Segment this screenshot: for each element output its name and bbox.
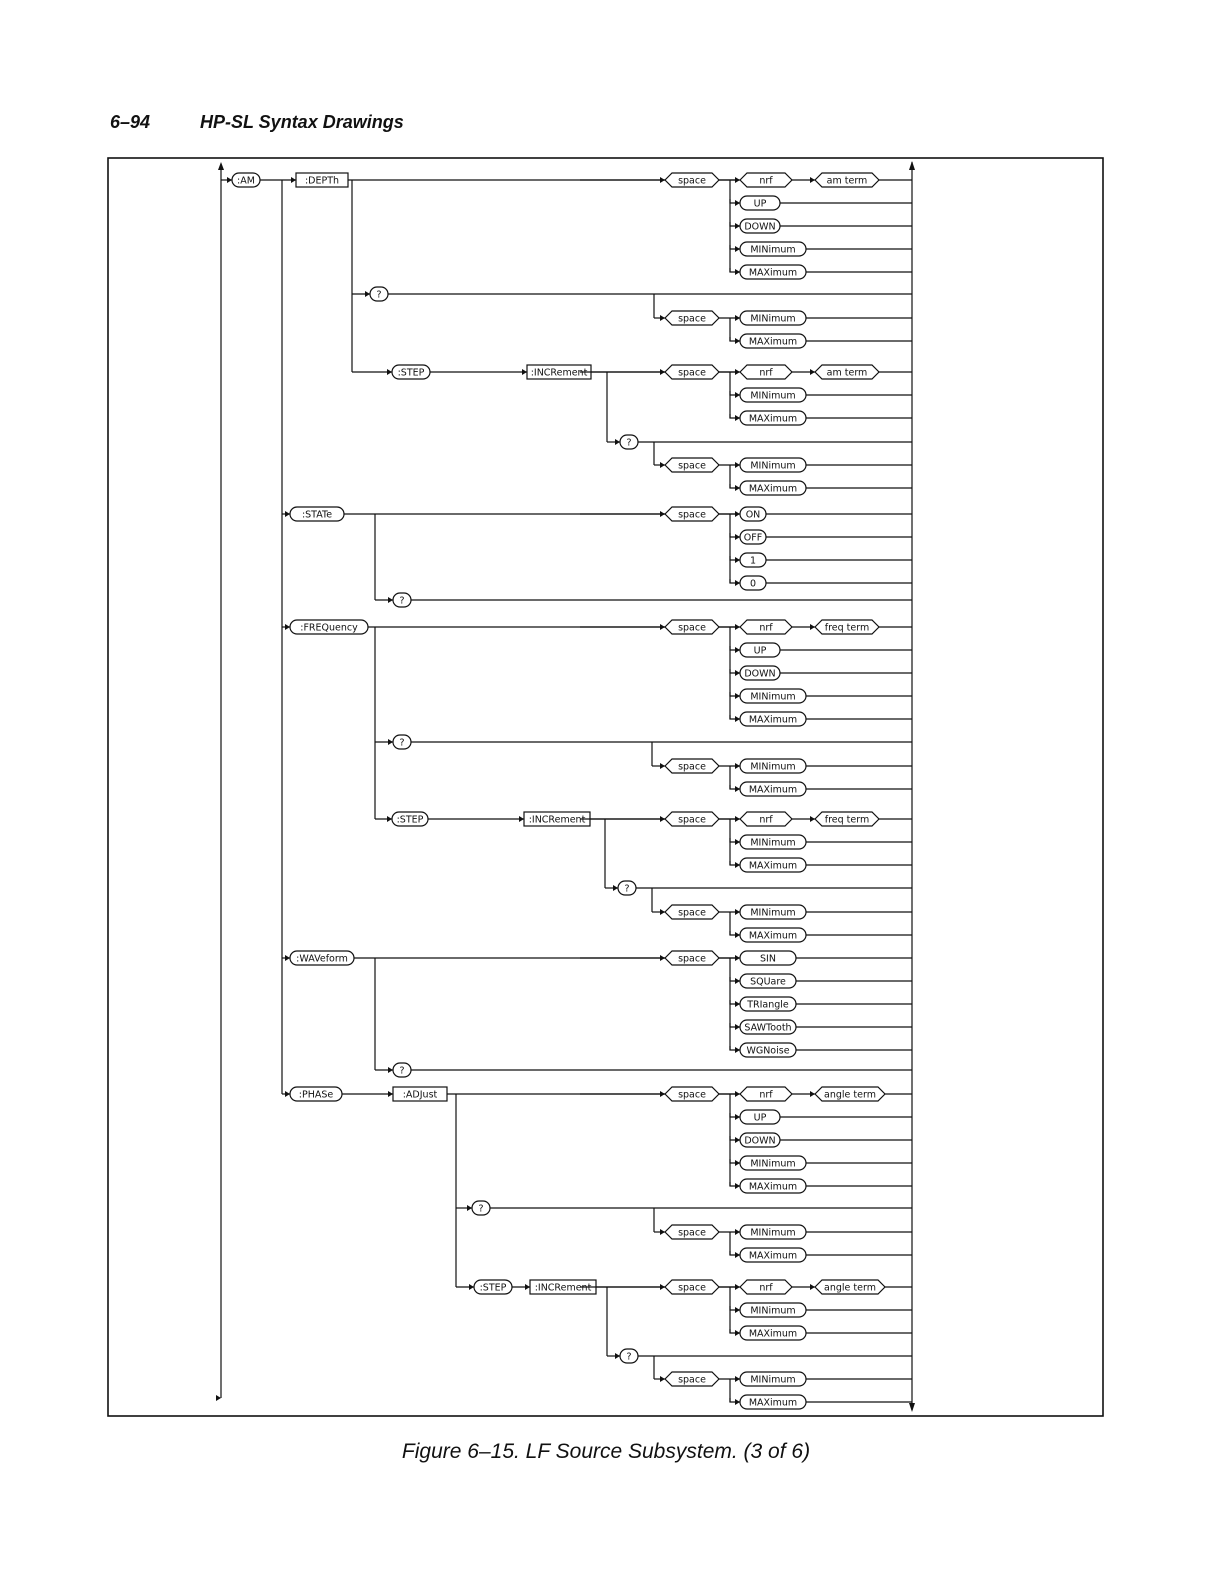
phase-increment-label: :INCRement bbox=[534, 1282, 592, 1294]
space-label: space bbox=[678, 907, 706, 919]
am-label: :AM bbox=[237, 175, 255, 187]
frequency-increment-query-label: ? bbox=[624, 883, 630, 895]
space-label: space bbox=[678, 367, 706, 379]
space-label: space bbox=[678, 509, 706, 521]
space-label: space bbox=[678, 761, 706, 773]
on-label: ON bbox=[745, 509, 761, 521]
am-term-label: am term bbox=[826, 175, 868, 187]
depth-query-label: ? bbox=[376, 289, 382, 301]
depth-step-label: :STEP bbox=[397, 367, 425, 379]
phase-label: :PHASe bbox=[298, 1089, 334, 1101]
frequency-step-label: :STEP bbox=[396, 814, 424, 826]
phase-step-label: :STEP bbox=[479, 1282, 507, 1294]
minimum-label: MINimum bbox=[750, 837, 796, 849]
minimum-label: MINimum bbox=[750, 1227, 796, 1239]
am-term-label: am term bbox=[826, 367, 868, 379]
space-label: space bbox=[678, 460, 706, 472]
state-query-label: ? bbox=[399, 595, 405, 607]
space-label: space bbox=[678, 313, 706, 325]
0-label: 0 bbox=[749, 578, 757, 590]
maximum-label: MAXimum bbox=[748, 336, 798, 348]
minimum-label: MINimum bbox=[750, 1374, 796, 1386]
maximum-label: MAXimum bbox=[748, 714, 798, 726]
page-header-title: HP-SL Syntax Drawings bbox=[200, 112, 404, 132]
maximum-label: MAXimum bbox=[748, 267, 798, 279]
adjust-query-label: ? bbox=[478, 1203, 484, 1215]
nrf-label: nrf bbox=[759, 175, 773, 187]
maximum-label: MAXimum bbox=[748, 1397, 798, 1409]
up-label: UP bbox=[753, 1112, 767, 1124]
freq-term-label: freq term bbox=[824, 814, 870, 826]
minimum-label: MINimum bbox=[750, 460, 796, 472]
frequency-increment-label: :INCRement bbox=[528, 814, 586, 826]
adjust-label: :ADJust bbox=[402, 1089, 438, 1101]
square-label: SQUare bbox=[750, 976, 786, 988]
increment-query-label: ? bbox=[626, 437, 632, 449]
page-number: 6–94 bbox=[110, 112, 151, 132]
nrf-label: nrf bbox=[759, 622, 773, 634]
sin-label: SIN bbox=[760, 953, 776, 965]
phase-increment-query-label: ? bbox=[626, 1351, 632, 1363]
down-label: DOWN bbox=[744, 1135, 776, 1147]
off-label: OFF bbox=[743, 532, 763, 544]
maximum-label: MAXimum bbox=[748, 483, 798, 495]
minimum-label: MINimum bbox=[750, 1158, 796, 1170]
maximum-label: MAXimum bbox=[748, 1328, 798, 1340]
minimum-label: MINimum bbox=[750, 1305, 796, 1317]
space-label: space bbox=[678, 1282, 706, 1294]
maximum-label: MAXimum bbox=[748, 1250, 798, 1262]
1-label: 1 bbox=[749, 555, 757, 567]
frequency-query-label: ? bbox=[399, 737, 405, 749]
minimum-label: MINimum bbox=[750, 313, 796, 325]
sawtooth-label: SAWTooth bbox=[744, 1022, 792, 1034]
minimum-label: MINimum bbox=[750, 691, 796, 703]
space-label: space bbox=[678, 1089, 706, 1101]
angle-term-label: angle term bbox=[824, 1089, 876, 1101]
nrf-label: nrf bbox=[759, 1282, 773, 1294]
space-label: space bbox=[678, 1374, 706, 1386]
up-label: UP bbox=[753, 198, 767, 210]
space-label: space bbox=[678, 814, 706, 826]
angle-term-label: angle term bbox=[824, 1282, 876, 1294]
minimum-label: MINimum bbox=[750, 244, 796, 256]
minimum-label: MINimum bbox=[750, 761, 796, 773]
space-label: space bbox=[678, 953, 706, 965]
space-label: space bbox=[678, 175, 706, 187]
nrf-label: nrf bbox=[759, 1089, 773, 1101]
waveform-query-label: ? bbox=[399, 1065, 405, 1077]
maximum-label: MAXimum bbox=[748, 784, 798, 796]
frequency-label: :FREQuency bbox=[300, 622, 358, 634]
maximum-label: MAXimum bbox=[748, 413, 798, 425]
nrf-label: nrf bbox=[759, 367, 773, 379]
figure-caption: Figure 6–15. LF Source Subsystem. (3 of 6) bbox=[401, 1440, 811, 1463]
maximum-label: MAXimum bbox=[748, 1181, 798, 1193]
depth-label: :DEPTh bbox=[304, 175, 340, 187]
state-label: :STATe bbox=[301, 509, 333, 521]
maximum-label: MAXimum bbox=[748, 860, 798, 872]
minimum-label: MINimum bbox=[750, 390, 796, 402]
down-label: DOWN bbox=[744, 668, 776, 680]
minimum-label: MINimum bbox=[750, 907, 796, 919]
maximum-label: MAXimum bbox=[748, 930, 798, 942]
wgnoise-label: WGNoise bbox=[746, 1045, 790, 1057]
up-label: UP bbox=[753, 645, 767, 657]
down-label: DOWN bbox=[744, 221, 776, 233]
space-label: space bbox=[678, 1227, 706, 1239]
triangle-label: TRIangle bbox=[747, 999, 789, 1011]
space-label: space bbox=[678, 622, 706, 634]
waveform-label: :WAVeform bbox=[296, 953, 348, 965]
depth-increment-label: :INCRement bbox=[530, 367, 588, 379]
freq-term-label: freq term bbox=[824, 622, 870, 634]
nrf-label: nrf bbox=[759, 814, 773, 826]
